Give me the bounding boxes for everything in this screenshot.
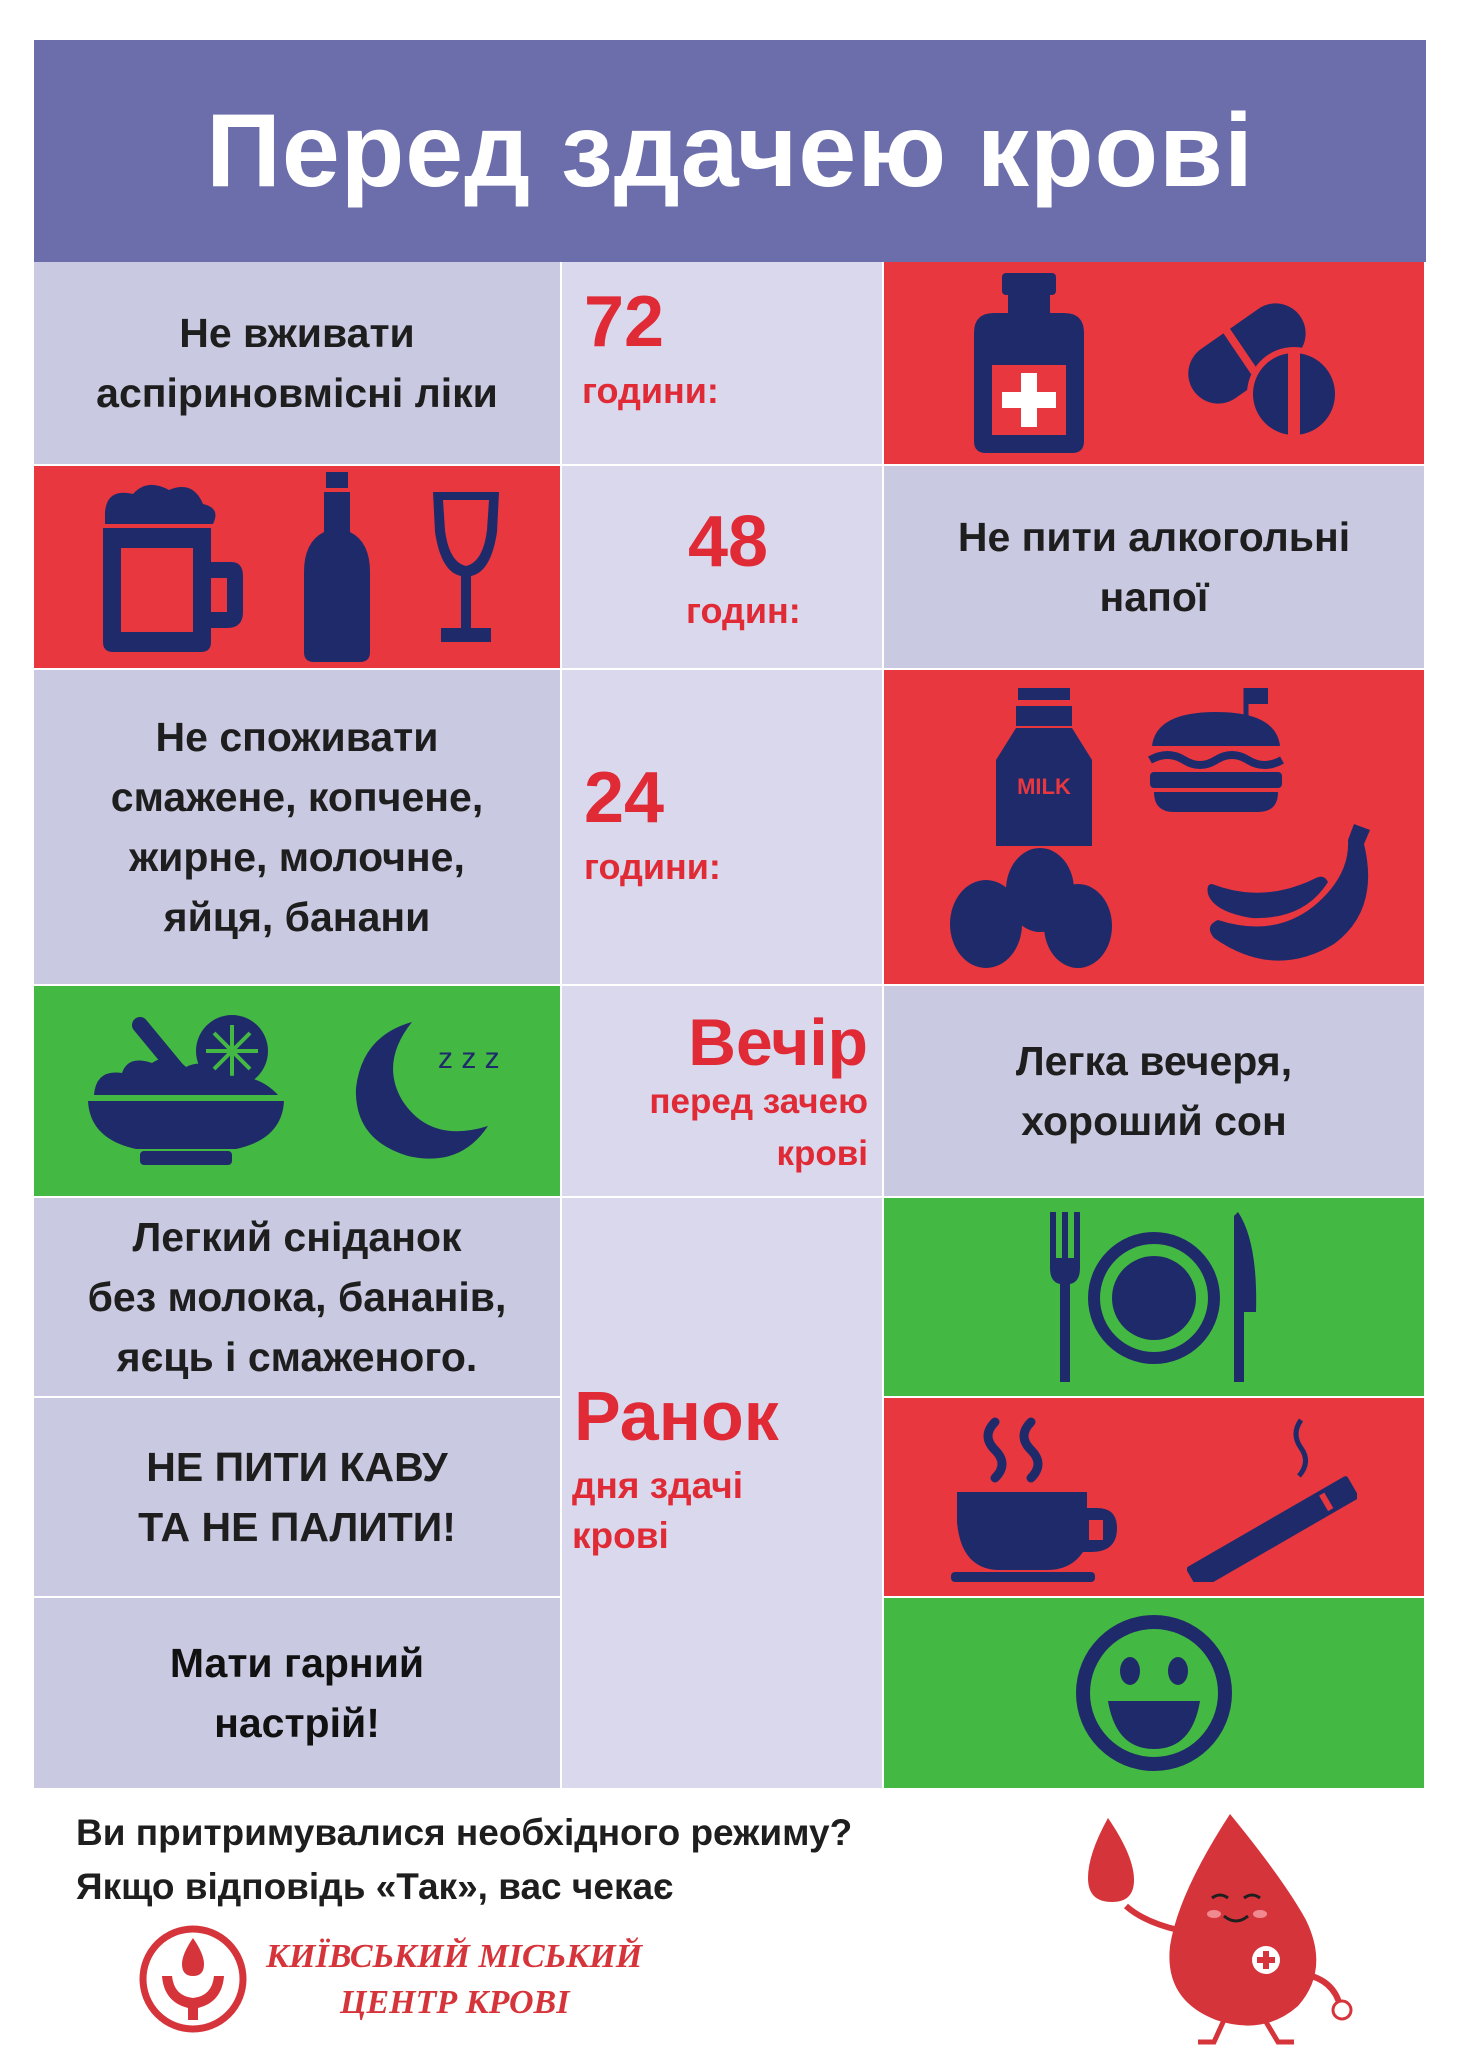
eggs-icon: [946, 846, 1116, 970]
hours-72-cell: [562, 262, 884, 466]
hours-24-number: 24: [584, 758, 665, 838]
coffee-text-cell: [34, 1398, 562, 1598]
evening-text-cell: [884, 986, 1426, 1198]
mood-line2: настрій!: [214, 1700, 380, 1746]
salad-bowl-icon: [86, 1011, 286, 1171]
food-line4: яйця, банани: [163, 894, 431, 940]
coffee-cup-icon: [951, 1412, 1121, 1582]
mood-line1: Мати гарний: [169, 1640, 425, 1686]
hours-24-unit: години:: [584, 846, 721, 887]
poster: [34, 40, 1426, 2046]
hours-48-unit: годин:: [686, 590, 801, 631]
evening-label-cell: [562, 986, 884, 1198]
evening-line1: Легка вечеря,: [1015, 1038, 1293, 1084]
blood-center-logo-icon: [138, 1924, 248, 2034]
moon-sleep-icon: [338, 1016, 508, 1166]
food-line3: жирне, молочне,: [129, 834, 465, 880]
hours-48-cell: [562, 466, 884, 670]
hours-48-number: 48: [688, 502, 769, 582]
aspirin-line1: Не вживати: [179, 310, 415, 356]
smiley-icon: [1074, 1613, 1234, 1773]
breakfast-line2: без молока, бананів,: [87, 1274, 507, 1320]
page-title: Перед здачею крові: [206, 92, 1254, 209]
alcohol-line2: напої: [1099, 574, 1209, 620]
breakfast-text-cell: [34, 1198, 562, 1398]
alcohol-line1: Не пити алкогольні: [957, 514, 1351, 560]
smile-icon-cell: [884, 1598, 1426, 1790]
coffee-line1: НЕ ПИТИ КАВУ: [146, 1444, 448, 1490]
morning-label-cell: [562, 1198, 884, 1790]
morning-heading: Ранок: [574, 1377, 779, 1455]
hours-72-number: 72: [584, 282, 665, 362]
wine-glass-icon: [431, 492, 501, 642]
footer-question-line1: Ви притримувалися необхідного режиму?: [76, 1812, 853, 1853]
evening-sub-line2: крові: [776, 1134, 868, 1173]
zzz-text: z z z: [438, 1042, 500, 1075]
breakfast-line3: яєць і смаженого.: [116, 1334, 478, 1380]
evening-heading: Вечір: [688, 1005, 868, 1079]
coffee-smoke-icon-cell: [884, 1398, 1426, 1598]
burger-icon: [1146, 688, 1286, 818]
food-line1: Не споживати: [155, 714, 439, 760]
beer-mug-icon: [93, 482, 243, 652]
mood-text-cell: [34, 1598, 562, 1790]
hours-72-unit: години:: [582, 370, 719, 411]
medicine-icons-cell: [884, 262, 1426, 466]
morning-sub-line1: дня здачі: [572, 1465, 743, 1506]
bananas-icon: [1204, 820, 1374, 970]
footer-question-line2: Якщо відповідь «Так», вас чекає: [76, 1866, 674, 1907]
milk-carton-icon: [994, 688, 1094, 846]
aspirin-text-cell: [34, 262, 562, 466]
org-name-line2: ЦЕНТР КРОВІ: [340, 1984, 570, 2021]
medicine-bottle-icon: [964, 273, 1094, 453]
wine-bottle-icon: [302, 472, 372, 662]
evening-line2: хороший сон: [1021, 1098, 1287, 1144]
alcohol-icons-cell: [34, 466, 562, 670]
breakfast-line1: Легкий сніданок: [132, 1214, 462, 1260]
blood-drop-mascot-icon: [1074, 1810, 1374, 2046]
org-name-line1: КИЇВСЬКИЙ МІСЬКИЙ: [266, 1938, 643, 1975]
meal-icon-cell: [884, 1198, 1426, 1398]
evening-sub-line1: перед зачею: [649, 1082, 868, 1121]
hours-24-cell: [562, 670, 884, 986]
food-line2: смажене, копчене,: [110, 774, 484, 820]
evening-icons-cell: [34, 986, 562, 1198]
food-icons-cell: [884, 670, 1426, 986]
food-text-cell: [34, 670, 562, 986]
pills-icon: [1174, 288, 1344, 438]
aspirin-line2: аспіриновмісні ліки: [96, 370, 498, 416]
milk-label: MILK: [1017, 774, 1071, 799]
header-banner: [34, 40, 1426, 262]
coffee-line2: ТА НЕ ПАЛИТИ!: [138, 1504, 456, 1550]
cigarette-icon: [1187, 1412, 1357, 1582]
morning-sub-line2: крові: [572, 1515, 669, 1556]
plate-fork-knife-icon: [1044, 1212, 1264, 1382]
alcohol-text-cell: [884, 466, 1426, 670]
